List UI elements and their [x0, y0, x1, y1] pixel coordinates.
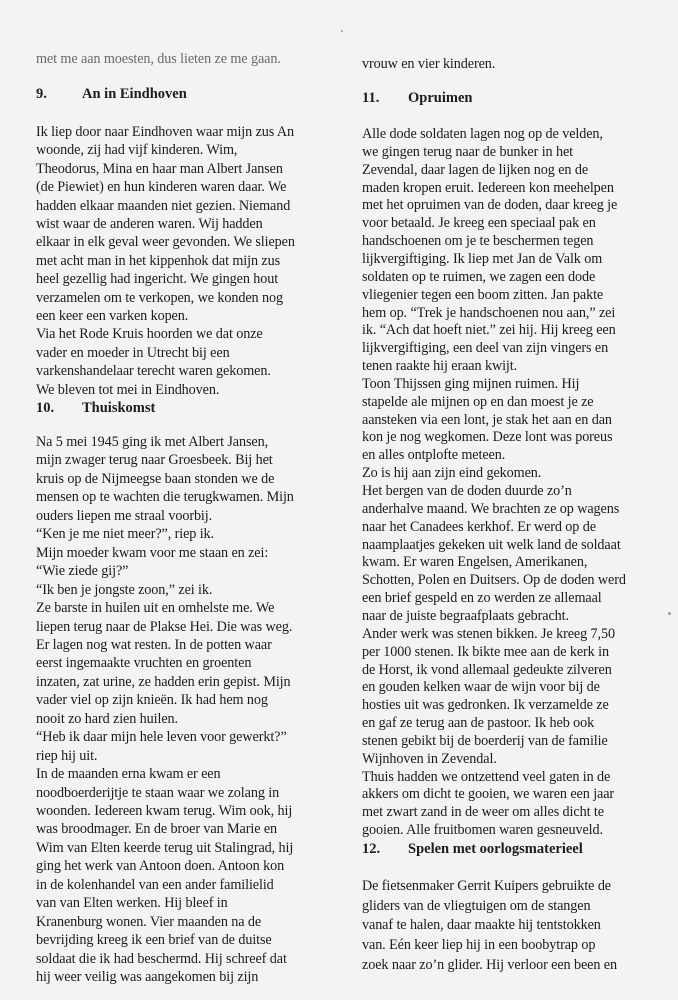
text-line: woonden. Iedereen kwam terug. Wim ook, hij	[36, 803, 293, 819]
text-line: mijn zwager terug naar Groesbeek. Bij het	[36, 452, 273, 469]
text-line: stenen gebikt bij de boerderij van de familie	[362, 732, 608, 749]
text-line: akkers om dicht te gooien, we waren een jaar	[362, 786, 615, 803]
section-10-title: Thuiskomst	[82, 400, 156, 416]
text-line: vader en moeder in Utrecht bij een	[36, 344, 230, 361]
section-12-title: Spelen met oorlogsmaterieel	[408, 841, 583, 857]
text-line: “Heb ik daar mijn hele leven voor gewerkt?”	[36, 729, 287, 746]
text-line: in de kolenhandel van een ander familielid	[36, 876, 274, 893]
text-line: hem op. “Trek je handschoenen nou aan,” zei	[362, 304, 616, 321]
text-line: gliders van de vliegtuigen om de stangen	[362, 897, 591, 914]
section-9-number: 9.	[36, 86, 47, 102]
text-line: van van Elten werken. Hij bleef in	[36, 895, 228, 912]
right-top-fragment: vrouw en vier kinderen.	[362, 56, 496, 72]
text-line: Kranenburg wonen. Vier maanden na de	[36, 913, 262, 930]
scan-speck	[341, 30, 343, 32]
text-line: ik. “Ach dat hoeft niet.” zei hij. Hij kreeg een	[362, 322, 616, 339]
text-line: Wim van Elten keerde terug uit Stalingrad, hij	[36, 839, 294, 856]
text-line: anderhalve maand. We brachten ze op wagens	[362, 500, 620, 517]
text-line: Ander werk was stenen bikken. Je kreeg 7,50	[362, 625, 615, 642]
text-line: lijkvergiftiging. Ik liep met Jan de Valk om	[362, 250, 603, 267]
text-line: en gouden kelken waar de wijn voor bij de	[362, 679, 600, 696]
text-line: riep hij uit.	[36, 747, 98, 764]
text-line: van. Eén keer liep hij in een boobytrap op	[362, 937, 596, 954]
text-line: heel gezellig had ingericht. We gingen hout	[36, 271, 279, 288]
text-line: “Ik ben je jongste zoon,” zei ik.	[36, 581, 213, 598]
text-line: We bleven tot mei in Eindhoven.	[36, 381, 220, 398]
text-line: varkenshandelaar terecht waren gekomen.	[36, 363, 271, 380]
text-line: kwam. Er waren Engelsen, Amerikanen,	[362, 554, 588, 571]
text-line: hij weer veilig was aangekomen bij zijn	[36, 969, 259, 986]
section-10-number: 10.	[36, 400, 55, 416]
text-line: Alle dode soldaten lagen nog op de velden,	[362, 126, 603, 142]
section-10-heading	[36, 400, 155, 417]
section-9-title: An in Eindhoven	[82, 86, 187, 102]
text-line: ouders liepen me straal voorbij.	[36, 507, 213, 524]
text-line: wist waar de anderen waren. Wij hadden	[36, 216, 263, 232]
text-line: voor betaald. Je kreeg een speciaal pak en	[362, 215, 596, 232]
text-line: hosties uit was gedronken. Ik verzamelde ze	[362, 697, 609, 714]
text-line: Er lagen nog wat resten. In de potten waar	[36, 636, 272, 653]
text-line: met acht man in het kippenhok dat mijn zus	[36, 252, 281, 269]
text-line: hadden elkaar maanden niet gezien. Niemand	[36, 197, 291, 214]
text-line: stapelde ale mijnen op en dan moest je ze	[362, 393, 594, 410]
text-line: “Ken je me niet meer?”, riep ik.	[36, 526, 214, 543]
text-line: Het bergen van de doden duurde zo’n	[362, 483, 572, 499]
section-11-number: 11.	[362, 90, 380, 106]
text-line: per 1000 stenen. Ik bikte mee aan de kerk in	[362, 643, 609, 660]
text-line: naar de juiste begraafplaats gebracht.	[362, 607, 569, 624]
text-line: Toon Thijssen ging mijnen ruimen. Hij	[362, 375, 580, 392]
text-line: met zwart zand in de weer om alles dicht te	[362, 804, 604, 821]
text-line: Zo is hij aan zijn eind gekomen.	[362, 465, 542, 482]
text-line: met het opruimen van de doden, daar kreeg je	[362, 197, 618, 214]
text-line: Mijn moeder kwam voor me staan en zei:	[36, 544, 269, 561]
text-line: Na 5 mei 1945 ging ik met Albert Jansen,	[36, 434, 269, 450]
text-line: een brief gespeld en zo werden ze allemaal	[362, 590, 602, 607]
text-line: Schotten, Polen en Duitsers. Op de doden werd	[362, 572, 626, 589]
text-line: gooien. Alle fruitbomen waren gesneuveld.	[362, 822, 603, 839]
text-line: Thuis hadden we ontzettend veel gaten in de	[362, 768, 611, 785]
text-line: lijkvergiftiging, een deel van zijn vingers en	[362, 340, 609, 357]
text-line: zoek naar zo’n glider. Hij verloor een been en	[362, 956, 617, 973]
text-line: en alles ontplofte meteen.	[362, 447, 506, 464]
text-line: naar het Canadees kerkhof. Er werd op de	[362, 518, 596, 535]
text-line: Wijnhoven in Zevendal.	[362, 750, 497, 767]
text-line: (de Piewiet) en hun kinderen waren daar. We	[36, 179, 287, 196]
text-line: Theodorus, Mina en haar man Albert Jansen	[36, 160, 283, 177]
text-line: vanaf te halen, daar maakte hij tentstokken	[362, 917, 601, 934]
text-line: kon je nog wegkomen. Deze lont was poreus	[362, 429, 613, 446]
text-line: Zevendal, daar lagen de lijken nog en de	[362, 161, 589, 178]
text-line: een keer een varken kopen.	[36, 308, 189, 324]
text-line: verzamelen om te verkopen, we konden nog	[36, 289, 283, 306]
text-line: en gaf ze terug aan de pastoor. Ik heb ook	[362, 715, 595, 732]
text-line: aansteken via een lont, je stak het aan en dan	[362, 411, 612, 428]
text-line: maden kropen eruit. Iedereen kon meehelpen	[362, 179, 614, 196]
scan-speck	[668, 612, 671, 615]
section-12-number: 12.	[362, 841, 381, 857]
text-line: kruis op de Nijmeegse baan stonden we de	[36, 470, 275, 487]
text-line: tenen raakte hij eraan kwijt.	[362, 358, 518, 375]
text-line: mensen op te wachten die terugkwamen. Mijn	[36, 489, 294, 506]
text-line: bevrijding kreeg ik een brief van de duitse	[36, 932, 272, 949]
section-11-heading	[362, 90, 472, 107]
text-line: woonde, zij had vijf kinderen. Wim,	[36, 142, 238, 159]
text-line: noodboerderijtje te staan waar we zolang in	[36, 784, 280, 801]
section-9-heading	[36, 86, 187, 103]
text-line: we gingen terug naar de bunker in het	[362, 143, 574, 160]
text-line: eerst ingemaakte vruchten en groenten	[36, 655, 252, 672]
text-line: elkaar in elk geval weer gevonden. We sliepen	[36, 234, 295, 251]
text-line: soldaat die ik had beschermd. Hij schreef dat	[36, 950, 287, 967]
text-line: de Horst, ik vond allemaal gedeukte zilveren	[362, 661, 612, 678]
text-line: “Wie ziede gij?”	[36, 563, 129, 580]
text-line: was broodmager. En de broer van Marie en	[36, 821, 278, 838]
text-line: liepen terug naar de Plakse Hei. Die was weg.	[36, 618, 293, 635]
text-line: Ze barste in huilen uit en omhelste me. We	[36, 600, 275, 617]
text-line: soldaten op te ruimen, we zagen een dode	[362, 268, 596, 285]
text-line: vader viel op zijn knieën. Ik had hem nog	[36, 692, 268, 709]
text-line: Via het Rode Kruis hoorden we dat onze	[36, 326, 263, 343]
text-line: handschoenen om je te beschermen tegen	[362, 233, 594, 250]
text-line: Ik liep door naar Eindhoven waar mijn zus An	[36, 124, 294, 140]
section-12-heading	[362, 841, 583, 858]
section-11-title: Opruimen	[408, 90, 473, 106]
text-line: naamplaatjes gekeken uit welk land de soldaat	[362, 536, 621, 553]
text-line: nooit zo hard zien huilen.	[36, 710, 178, 727]
text-line: vliegenier tegen een boom zitten. Jan pakte	[362, 286, 604, 303]
left-top-fragment: met me aan moesten, dus lieten ze me gaan.	[36, 51, 281, 67]
text-line: De fietsenmaker Gerrit Kuipers gebruikte de	[362, 878, 612, 894]
text-line: ging het werk van Antoon doen. Antoon kon	[36, 858, 285, 875]
text-line: inzaten, zat urine, ze hadden erin gepist. Mijn	[36, 673, 291, 690]
text-line: In de maanden erna kwam er een	[36, 766, 221, 783]
